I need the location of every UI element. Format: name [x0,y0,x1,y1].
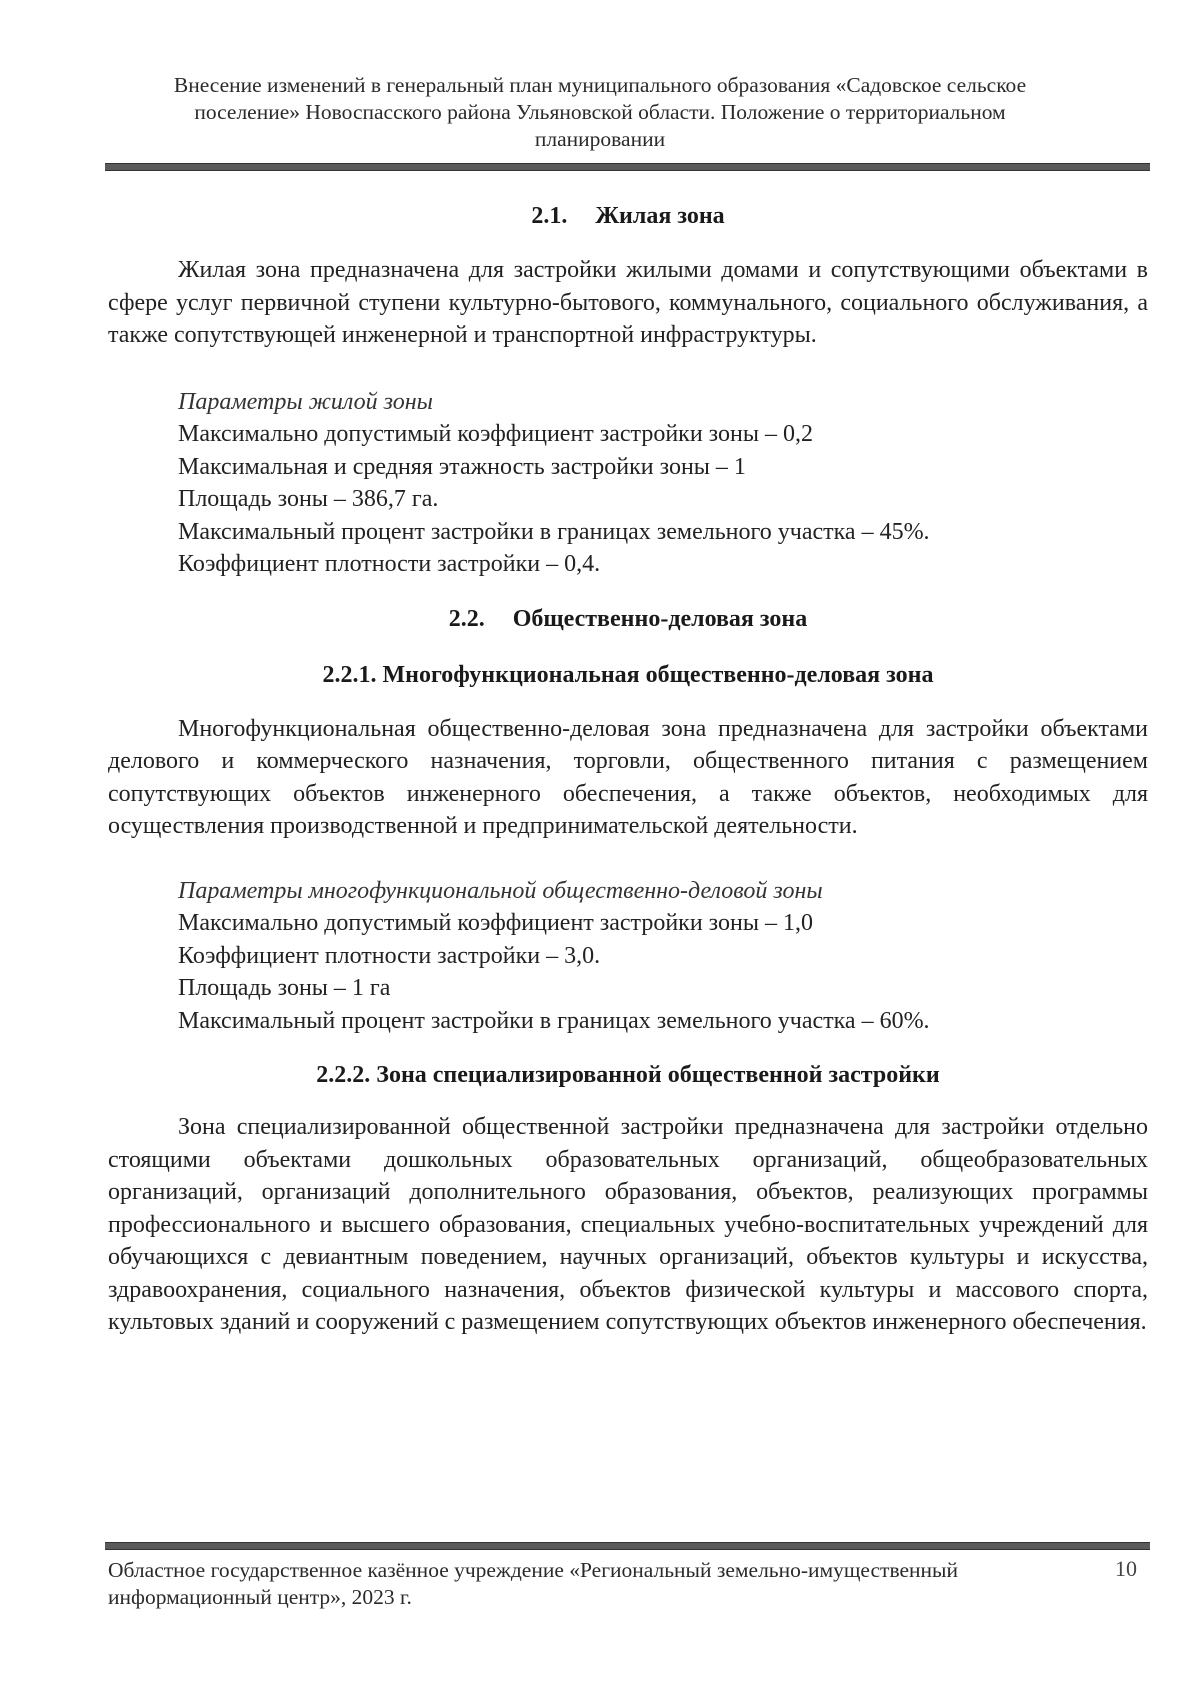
page-header [100,72,1100,153]
header-line-1: Внесение изменений в генеральный план муниципального образования «Садовское сельское [173,73,1027,97]
section-2-1-params-title: Параметры жилой зоны [178,388,433,415]
param-line: Площадь зоны – 1 га [178,975,391,1001]
param-line: Коэффициент плотности застройки – 0,4. [178,551,601,577]
param-line: Площадь зоны – 386,7 га. [178,486,439,512]
section-2-2-1-params-title: Параметры многофункциональной общественно-деловой зоны [178,877,823,904]
section-2-1-title: Жилая зона [595,203,725,229]
page-number: 10 [1115,1556,1137,1581]
section-2-2-heading [108,603,1148,635]
section-2-1-number: 2.1. [531,203,568,229]
param-line: Максимально допустимый коэффициент застройки зоны – 0,2 [178,421,813,447]
footer-rule [105,1542,1150,1550]
param-line: Максимальный процент застройки в границах земельного участка – 60%. [178,1007,930,1034]
document-body [108,200,1148,1339]
param-line: Максимальная и средняя этажность застройки зоны – 1 [178,453,746,480]
section-2-1-text: Жилая зона предназначена для застройки жилыми домами и сопутствующими объектами в сфере услуг первичной ступени культурно-бытового, коммунального, социального обслуживания, а также сопутствующей инженерной и транспортной инфраструктуры. [108,257,1148,348]
section-2-1-params [108,386,1148,581]
section-2-2-1-params [108,875,1148,1038]
section-2-2-1-text: Многофункциональная общественно-деловая зона предназначена для застройки объектами делового и коммерческого назначения, торговли, общественного питания с размещением сопутствующих объектов инженерного обеспечения, а также объектов, необходимых для осуществления производственной и предпринимательской деятельности. [108,715,1148,839]
footer-line-1: Областное государственное казённое учреждение «Региональный земельно-имущественный [108,1558,958,1582]
section-2-2-number: 2.2. [448,605,485,632]
section-2-2-title: Общественно-деловая зона [512,605,808,632]
header-rule [105,163,1150,171]
section-2-2-1-heading: 2.2.1. Многофункциональная общественно-деловая зона [322,661,934,688]
param-line: Максимальный процент застройки в границах земельного участка – 45%. [178,518,930,545]
section-2-2-2-heading: 2.2.2. Зона специализированной общественной застройки [316,1062,940,1088]
section-2-1-heading [108,200,1148,232]
param-line: Максимально допустимый коэффициент застройки зоны – 1,0 [178,910,813,936]
section-2-2-2-text: Зона специализированной общественной застройки предназначена для застройки отдельно стоящими объектами дошкольных образовательных организаций, общеобразовательных организаций, организаций дополнительного образования, объектов, реализующих программы профессионального и высшего образования, специальных учебно-воспитательных учреждений для обучающихся с девиантным поведением, научных организаций, объектов культуры и искусства, здравоохранения, социального назначения, объектов физической культуры и массового спорта, культовых зданий и сооружений с размещением сопутствующих объектов инженерного обеспечения. [108,1114,1148,1335]
header-line-3: планировании [534,127,666,151]
header-line-2: поселение» Новоспасского района Ульяновской области. Положение о территориальном [194,100,1006,124]
page-footer [108,1557,1088,1611]
footer-line-2: информационный центр», 2023 г. [108,1585,412,1609]
param-line: Коэффициент плотности застройки – 3,0. [178,942,601,969]
